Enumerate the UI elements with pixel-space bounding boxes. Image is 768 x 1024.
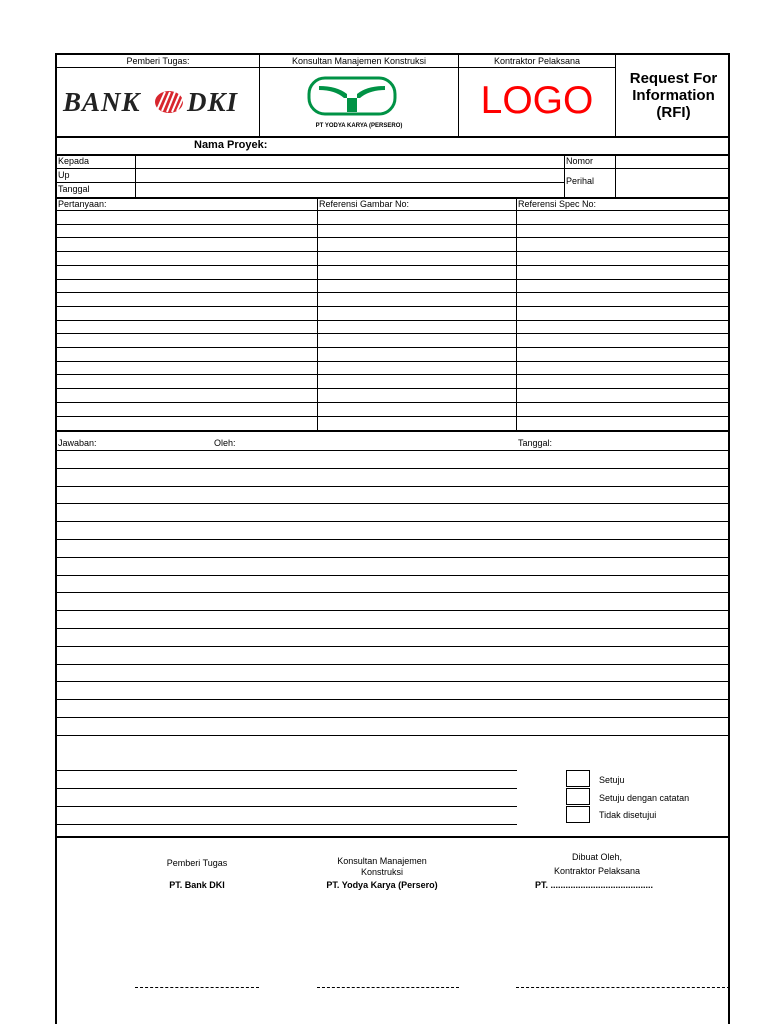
contractor-logo-placeholder: LOGO — [480, 79, 594, 122]
ref-spec-label: Referensi Spec No: — [518, 199, 597, 209]
tanggal-field[interactable] — [136, 183, 564, 196]
answer-short-line — [57, 824, 517, 825]
question-row[interactable] — [57, 237, 730, 250]
answer-row-line — [57, 664, 728, 665]
answer-row-line — [57, 735, 728, 736]
answer-row-line — [57, 557, 728, 558]
sig-pemberi-role: Pemberi Tugas — [166, 858, 228, 868]
question-row[interactable] — [57, 388, 730, 401]
question-row[interactable] — [57, 374, 730, 387]
perihal-label: Perihal — [566, 176, 595, 186]
answer-row-line — [57, 539, 728, 540]
answer-row-line — [57, 521, 728, 522]
up-field[interactable] — [136, 169, 564, 182]
pemberi-tugas-label: Pemberi Tugas: — [126, 56, 190, 66]
questions-bottom-border — [57, 430, 728, 432]
checkbox-tidak-disetujui[interactable] — [566, 806, 590, 823]
signature-top-border — [57, 836, 728, 838]
oleh-label: Oleh: — [214, 438, 236, 448]
question-row[interactable] — [57, 279, 730, 292]
sig-kontraktor-company: PT. ......................................... — [535, 880, 654, 890]
rfi-form — [55, 53, 730, 1024]
signature-line-kontraktor[interactable] — [516, 987, 730, 988]
approval-option-setuju: Setuju — [599, 775, 625, 785]
question-row[interactable] — [57, 320, 730, 333]
sig-konsultan-role-1: Konsultan Manajemen — [337, 856, 427, 866]
answer-row-line — [57, 450, 728, 451]
nama-proyek-label: Nama Proyek: — [194, 139, 268, 151]
tanggal-label: Tanggal — [58, 184, 90, 194]
question-row[interactable] — [57, 292, 730, 305]
answer-row-line — [57, 575, 728, 576]
signature-line-pemberi[interactable] — [135, 987, 259, 988]
nomor-label: Nomor — [566, 156, 594, 166]
kepada-field[interactable] — [136, 155, 564, 168]
bank-logo-emblem-icon — [153, 89, 185, 115]
sig-konsultan-company: PT. Yodya Karya (Persero) — [326, 880, 438, 890]
kepada-label: Kepada — [58, 156, 90, 166]
checkbox-setuju[interactable] — [566, 770, 590, 787]
up-label: Up — [58, 170, 70, 180]
answer-row-line — [57, 468, 728, 469]
signature-line-konsultan[interactable] — [317, 987, 459, 988]
question-row[interactable] — [57, 224, 730, 237]
answer-row-line — [57, 646, 728, 647]
sig-kontraktor-role-1: Dibuat Oleh, — [571, 852, 623, 862]
question-row[interactable] — [57, 306, 730, 319]
approval-option-setuju-catatan: Setuju dengan catatan — [599, 793, 690, 803]
answer-short-line — [57, 788, 517, 789]
answer-row-line — [57, 717, 728, 718]
checkbox-setuju-catatan[interactable] — [566, 788, 590, 805]
answer-row-line — [57, 628, 728, 629]
question-row[interactable] — [57, 402, 730, 415]
sig-kontraktor-role-2: Kontraktor Pelaksana — [553, 866, 641, 876]
kontraktor-label: Kontraktor Pelaksana — [493, 56, 581, 66]
header-subline — [57, 67, 616, 68]
yodya-caption: PT YODYA KARYA (PERSERO) — [315, 123, 403, 129]
ref-gambar-label: Referensi Gambar No: — [319, 199, 410, 209]
answer-row-line — [57, 610, 728, 611]
bank-logo-text-left: BANK — [63, 87, 141, 117]
pertanyaan-label: Pertanyaan: — [58, 199, 107, 209]
answer-row-line — [57, 486, 728, 487]
bank-logo-text-right: DKI — [187, 87, 239, 117]
nomor-field[interactable] — [616, 155, 730, 168]
bank-dki-logo — [63, 85, 253, 119]
answer-short-line — [57, 770, 517, 771]
question-row[interactable] — [57, 347, 730, 360]
rfi-title-line2: Information — [632, 87, 715, 104]
answer-short-line — [57, 806, 517, 807]
konsultan-label: Konsultan Manajemen Konstruksi — [291, 56, 427, 66]
question-row[interactable] — [57, 361, 730, 374]
sig-konsultan-role-2: Konstruksi — [360, 867, 404, 877]
answer-tanggal-label: Tanggal: — [518, 438, 553, 448]
question-row[interactable] — [57, 265, 730, 278]
yodya-karya-logo-icon — [307, 76, 397, 120]
question-row[interactable] — [57, 251, 730, 264]
rfi-title-line1: Request For — [629, 70, 718, 87]
approval-option-tidak-disetujui: Tidak disetujui — [599, 810, 657, 820]
jawaban-label: Jawaban: — [58, 438, 97, 448]
info-col-divider-2 — [564, 155, 565, 197]
answer-row-line — [57, 592, 728, 593]
answer-row-line — [57, 681, 728, 682]
question-row[interactable] — [57, 333, 730, 346]
sig-pemberi-company: PT. Bank DKI — [169, 880, 225, 890]
question-row[interactable] — [57, 416, 730, 429]
answer-row-line — [57, 699, 728, 700]
rfi-title-line3: (RFI) — [656, 104, 691, 121]
question-row[interactable] — [57, 210, 730, 223]
answer-row-line — [57, 503, 728, 504]
perihal-field[interactable] — [616, 169, 730, 196]
header-bottom-border — [57, 136, 728, 138]
rfi-title — [617, 70, 730, 121]
